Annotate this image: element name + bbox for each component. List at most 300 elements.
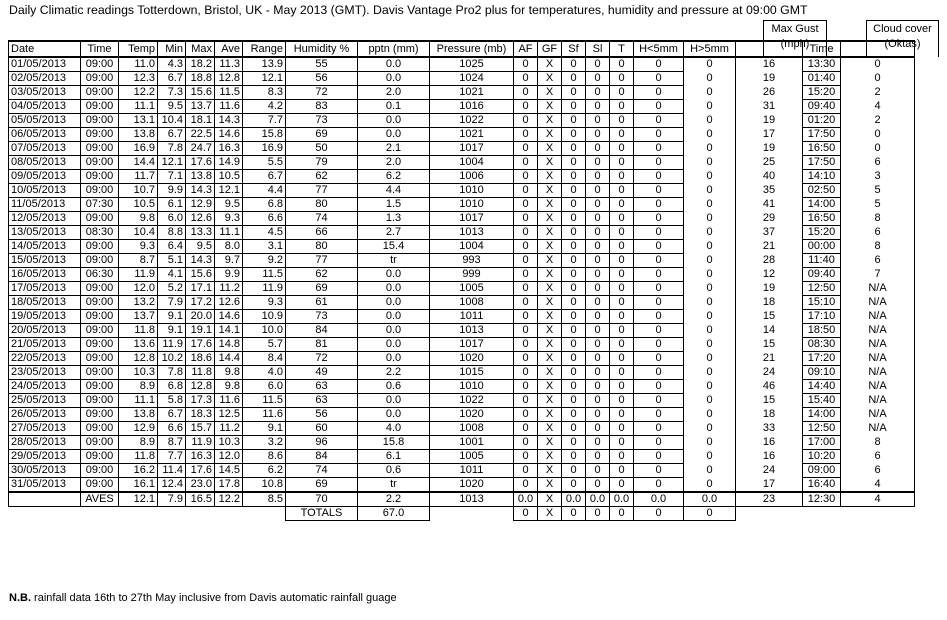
table-cell: 5	[841, 198, 915, 212]
table-cell: 14:40	[803, 380, 841, 394]
table-cell: 0	[586, 380, 610, 394]
table-cell: 20/05/2013	[9, 324, 81, 338]
table-cell: 1008	[430, 422, 514, 436]
table-cell: 12.8	[186, 380, 215, 394]
table-cell: 12.9	[186, 198, 215, 212]
table-cell: 9.3	[215, 212, 243, 226]
table-row	[9, 142, 915, 156]
table-cell: 17:20	[803, 352, 841, 366]
table-row	[9, 282, 915, 296]
table-cell: 0.0	[358, 296, 430, 310]
table-cell: X	[538, 100, 562, 114]
table-cell: X	[538, 72, 562, 86]
table-cell: 26/05/2013	[9, 408, 81, 422]
table-cell: 0	[514, 324, 538, 338]
table-cell: 14.6	[215, 128, 243, 142]
table-cell: X	[538, 366, 562, 380]
table-cell: 6	[841, 226, 915, 240]
table-cell: 14/05/2013	[9, 240, 81, 254]
column-header: Sl	[586, 41, 610, 57]
table-cell: X	[538, 57, 562, 72]
table-cell: 14.1	[215, 324, 243, 338]
table-cell: 0.0	[358, 338, 430, 352]
table-cell: 07:30	[81, 198, 119, 212]
table-cell: 56	[286, 72, 358, 86]
table-cell: 16	[736, 57, 803, 72]
table-cell: 0	[684, 128, 736, 142]
table-cell: 0	[684, 450, 736, 464]
table-cell: 0	[514, 57, 538, 72]
table-cell: 0	[586, 268, 610, 282]
table-cell: 09:00	[81, 408, 119, 422]
table-cell: 0	[514, 366, 538, 380]
table-cell: 14.5	[215, 464, 243, 478]
table-cell: 0	[514, 338, 538, 352]
table-cell: N/A	[841, 380, 915, 394]
column-header: Time	[803, 41, 841, 57]
table-cell: 73	[286, 310, 358, 324]
table-cell: 0	[634, 380, 684, 394]
table-cell: 0	[634, 352, 684, 366]
table-cell: 15:40	[803, 394, 841, 408]
column-header: Min	[158, 41, 186, 57]
table-cell: 1001	[430, 436, 514, 450]
table-cell: 0	[634, 100, 684, 114]
table-cell: 1.3	[358, 212, 430, 226]
table-cell: 5.1	[158, 254, 186, 268]
table-cell: 0	[514, 170, 538, 184]
table-cell: 09:00	[81, 478, 119, 493]
table-cell: 0	[586, 310, 610, 324]
table-cell: 17.1	[186, 282, 215, 296]
table-cell: 24	[736, 464, 803, 478]
table-cell: 21	[736, 240, 803, 254]
table-cell: 12	[736, 268, 803, 282]
table-cell: 17:50	[803, 128, 841, 142]
table-cell: N/A	[841, 282, 915, 296]
table-cell: 15:20	[803, 226, 841, 240]
table-cell: 16:50	[803, 142, 841, 156]
table-cell: 08/05/2013	[9, 156, 81, 170]
table-cell: X	[538, 254, 562, 268]
table-cell: 0	[562, 212, 586, 226]
table-cell: 0	[562, 72, 586, 86]
table-row	[9, 338, 915, 352]
table-cell: 11/05/2013	[9, 198, 81, 212]
table-cell: 999	[430, 268, 514, 282]
table-cell: 0	[562, 436, 586, 450]
table-cell: 7	[841, 268, 915, 282]
table-cell: 0	[634, 366, 684, 380]
average-cell: 0.0	[610, 492, 634, 507]
table-cell: 17:00	[803, 436, 841, 450]
table-cell: 0	[586, 184, 610, 198]
table-cell: 0	[514, 212, 538, 226]
table-cell: 0	[684, 352, 736, 366]
table-cell: 33	[736, 422, 803, 436]
table-cell: 18	[736, 408, 803, 422]
table-cell: 22/05/2013	[9, 352, 81, 366]
table-cell: 0	[562, 198, 586, 212]
table-cell: 28	[736, 254, 803, 268]
table-cell: 80	[286, 198, 358, 212]
table-cell: 2	[841, 86, 915, 100]
table-cell: 09:40	[803, 268, 841, 282]
average-cell: 23	[736, 492, 803, 507]
table-cell: 09:00	[81, 212, 119, 226]
table-row	[9, 310, 915, 324]
table-cell: 0	[562, 142, 586, 156]
table-cell: 7.9	[158, 296, 186, 310]
table-cell: 0	[610, 226, 634, 240]
table-cell: X	[538, 436, 562, 450]
table-cell: 1010	[430, 184, 514, 198]
table-cell: 6.7	[158, 128, 186, 142]
table-cell: 0	[586, 422, 610, 436]
table-cell: 74	[286, 212, 358, 226]
table-cell: 0	[634, 464, 684, 478]
table-cell: 09/05/2013	[9, 170, 81, 184]
table-cell: X	[538, 352, 562, 366]
table-cell: 9.1	[243, 422, 286, 436]
table-cell: 96	[286, 436, 358, 450]
table-cell: 0	[610, 72, 634, 86]
table-cell: 63	[286, 394, 358, 408]
table-cell: 4.5	[243, 226, 286, 240]
footnote	[9, 592, 397, 604]
table-cell: 0	[562, 464, 586, 478]
table-cell: 5.5	[243, 156, 286, 170]
table-cell: 0	[514, 450, 538, 464]
table-cell: 14.6	[215, 310, 243, 324]
average-cell: 0.0	[634, 492, 684, 507]
table-cell: 0.0	[358, 72, 430, 86]
table-cell: 14.4	[119, 156, 158, 170]
table-cell: 0	[684, 436, 736, 450]
table-cell: 0	[634, 282, 684, 296]
table-cell: 9.5	[215, 198, 243, 212]
table-cell: 74	[286, 464, 358, 478]
table-cell: 80	[286, 240, 358, 254]
table-cell: 4.2	[243, 100, 286, 114]
table-row	[9, 450, 915, 464]
table-cell: 9.1	[158, 310, 186, 324]
table-cell: 18/05/2013	[9, 296, 81, 310]
table-cell: 0	[514, 422, 538, 436]
table-cell: 9.1	[158, 324, 186, 338]
table-cell: 09:00	[81, 156, 119, 170]
table-cell: 15.7	[186, 422, 215, 436]
table-cell: 0	[634, 324, 684, 338]
average-cell: 70	[286, 492, 358, 507]
table-cell: 14:00	[803, 408, 841, 422]
table-cell: 0	[586, 128, 610, 142]
table-cell: 30/05/2013	[9, 464, 81, 478]
table-cell: 8	[841, 212, 915, 226]
table-cell: 0	[684, 394, 736, 408]
table-cell: 0	[684, 282, 736, 296]
column-header: Temp	[119, 41, 158, 57]
column-header: Ave	[215, 41, 243, 57]
table-cell: 12.3	[119, 72, 158, 86]
table-cell: 56	[286, 408, 358, 422]
table-cell: 6.0	[158, 212, 186, 226]
table-cell: 11.1	[215, 226, 243, 240]
table-cell: 0	[634, 86, 684, 100]
table-cell: 0.6	[358, 464, 430, 478]
table-cell: 1013	[430, 324, 514, 338]
table-cell: 09:00	[81, 394, 119, 408]
table-cell: 0	[514, 394, 538, 408]
table-cell: 0	[562, 394, 586, 408]
average-cell: 2.2	[358, 492, 430, 507]
table-cell: 0	[562, 170, 586, 184]
table-cell: 05/05/2013	[9, 114, 81, 128]
empty-cell	[215, 507, 243, 521]
table-cell: 0	[684, 240, 736, 254]
table-cell: 0.6	[358, 380, 430, 394]
table-cell: 0	[634, 198, 684, 212]
table-cell: 62	[286, 268, 358, 282]
table-row	[9, 184, 915, 198]
table-cell: 1010	[430, 380, 514, 394]
table-cell: 19	[736, 282, 803, 296]
table-cell: 6.4	[158, 240, 186, 254]
table-cell: 09:10	[803, 366, 841, 380]
table-cell: 0	[586, 198, 610, 212]
header-row	[9, 41, 915, 57]
table-cell: 7.3	[158, 86, 186, 100]
table-cell: 01/05/2013	[9, 57, 81, 72]
table-cell: 0	[586, 324, 610, 338]
table-cell: 02:50	[803, 184, 841, 198]
table-cell: 0	[514, 226, 538, 240]
table-cell: 06/05/2013	[9, 128, 81, 142]
table-cell: 0	[610, 254, 634, 268]
table-cell: 0	[562, 478, 586, 493]
table-cell: N/A	[841, 352, 915, 366]
table-cell: 13:30	[803, 57, 841, 72]
table-cell: 0.0	[358, 394, 430, 408]
table-cell: 4	[841, 100, 915, 114]
table-cell: 9.5	[158, 100, 186, 114]
table-cell: 15.8	[358, 436, 430, 450]
table-cell: 0	[634, 170, 684, 184]
table-cell: 9.9	[158, 184, 186, 198]
table-cell: 0	[610, 352, 634, 366]
table-cell: 16:40	[803, 478, 841, 493]
table-cell: 03/05/2013	[9, 86, 81, 100]
table-cell: 0	[586, 464, 610, 478]
table-cell: 0	[586, 57, 610, 72]
table-cell: N/A	[841, 338, 915, 352]
table-cell: 15	[736, 310, 803, 324]
table-cell: 46	[736, 380, 803, 394]
table-cell: 10/05/2013	[9, 184, 81, 198]
table-cell: X	[538, 142, 562, 156]
table-cell: 10.8	[243, 478, 286, 493]
table-cell: 1022	[430, 114, 514, 128]
table-cell: 0	[586, 240, 610, 254]
table-cell: 09:00	[81, 436, 119, 450]
table-cell: 14.3	[215, 114, 243, 128]
table-cell: 13.8	[186, 170, 215, 184]
table-cell: 6.1	[158, 198, 186, 212]
table-cell: 13.8	[119, 408, 158, 422]
table-cell: 0	[586, 282, 610, 296]
empty-cell	[158, 507, 186, 521]
table-cell: 18.2	[186, 57, 215, 72]
table-cell: 0	[610, 268, 634, 282]
table-cell: 1024	[430, 72, 514, 86]
table-cell: X	[538, 324, 562, 338]
table-cell: X	[538, 310, 562, 324]
table-cell: 09:00	[81, 100, 119, 114]
average-cell: 16.5	[186, 492, 215, 507]
table-cell: 09:00	[81, 57, 119, 72]
table-cell: 09:00	[81, 282, 119, 296]
table-cell: 6.7	[243, 170, 286, 184]
table-cell: 0	[562, 450, 586, 464]
table-row	[9, 296, 915, 310]
table-cell: 0	[514, 114, 538, 128]
table-cell: 7.8	[158, 142, 186, 156]
average-cell: 0.0	[684, 492, 736, 507]
total-cell: 0	[634, 507, 684, 521]
table-cell: 09:00	[81, 464, 119, 478]
table-cell: 0	[586, 170, 610, 184]
table-cell: 0	[610, 114, 634, 128]
table-cell: 66	[286, 226, 358, 240]
table-cell: 24/05/2013	[9, 380, 81, 394]
table-cell: 2.1	[358, 142, 430, 156]
table-cell: 3.1	[243, 240, 286, 254]
table-cell: 0	[634, 128, 684, 142]
aves-label: AVES	[81, 492, 119, 507]
table-cell: 11.8	[119, 324, 158, 338]
table-cell: 0	[514, 198, 538, 212]
table-row	[9, 422, 915, 436]
table-row	[9, 240, 915, 254]
table-cell: 5.8	[158, 394, 186, 408]
table-cell: 12/05/2013	[9, 212, 81, 226]
table-cell: 8.9	[119, 436, 158, 450]
table-cell: 0	[562, 352, 586, 366]
table-cell: 0	[562, 408, 586, 422]
table-cell: 10.4	[119, 226, 158, 240]
max-gust-unit: (mph)	[780, 38, 810, 50]
table-cell: 0	[634, 408, 684, 422]
table-cell: 12:50	[803, 422, 841, 436]
average-cell: 7.9	[158, 492, 186, 507]
column-header	[736, 41, 803, 57]
table-cell: 12.2	[119, 86, 158, 100]
table-cell: 69	[286, 282, 358, 296]
table-cell: 0	[634, 57, 684, 72]
table-cell: 0	[610, 156, 634, 170]
table-cell: 1016	[430, 100, 514, 114]
table-cell: 1015	[430, 366, 514, 380]
empty-cell	[186, 507, 215, 521]
table-cell: 19	[736, 72, 803, 86]
table-cell: 6	[841, 254, 915, 268]
table-cell: 10:20	[803, 450, 841, 464]
table-cell: 0	[634, 254, 684, 268]
table-cell: 3	[841, 170, 915, 184]
table-row	[9, 198, 915, 212]
average-cell: X	[538, 492, 562, 507]
table-cell: 0	[684, 212, 736, 226]
table-cell: 0	[684, 226, 736, 240]
table-cell: X	[538, 114, 562, 128]
table-cell: 21/05/2013	[9, 338, 81, 352]
table-cell: 12.8	[215, 72, 243, 86]
table-cell: 17.6	[186, 156, 215, 170]
table-cell: N/A	[841, 296, 915, 310]
table-cell: 09:40	[803, 100, 841, 114]
table-cell: 09:00	[81, 170, 119, 184]
table-cell: 6.7	[158, 72, 186, 86]
table-cell: 6	[841, 156, 915, 170]
table-cell: 0	[562, 366, 586, 380]
table-cell: 0	[684, 156, 736, 170]
table-cell: 17.3	[186, 394, 215, 408]
table-cell: 09:00	[81, 72, 119, 86]
table-cell: 11.9	[119, 268, 158, 282]
table-cell: 6.6	[243, 212, 286, 226]
table-cell: 41	[736, 198, 803, 212]
average-cell: 0.0	[514, 492, 538, 507]
table-cell: 16.9	[243, 142, 286, 156]
table-cell: 4.1	[158, 268, 186, 282]
table-row	[9, 212, 915, 226]
table-cell: 0	[610, 310, 634, 324]
table-row	[9, 100, 915, 114]
average-cell: 0.0	[586, 492, 610, 507]
table-cell: 0	[634, 142, 684, 156]
table-cell: 09:00	[81, 324, 119, 338]
table-cell: 20.0	[186, 310, 215, 324]
table-cell: 8.3	[243, 86, 286, 100]
table-cell: 18.1	[186, 114, 215, 128]
table-cell: X	[538, 464, 562, 478]
table-cell: 0	[684, 338, 736, 352]
table-cell: 1020	[430, 352, 514, 366]
table-cell: 11.9	[158, 338, 186, 352]
table-cell: 0	[684, 380, 736, 394]
table-cell: 13.1	[119, 114, 158, 128]
table-cell: 07/05/2013	[9, 142, 81, 156]
table-cell: 0	[634, 310, 684, 324]
totals-label: TOTALS	[286, 507, 358, 521]
table-cell: 09:00	[81, 128, 119, 142]
table-cell: 12.0	[215, 450, 243, 464]
table-cell: 0	[610, 86, 634, 100]
table-cell: 24.7	[186, 142, 215, 156]
table-cell: 81	[286, 338, 358, 352]
table-cell: 10.5	[119, 198, 158, 212]
table-cell: 17:10	[803, 310, 841, 324]
table-cell: 4	[841, 478, 915, 493]
table-cell: 27/05/2013	[9, 422, 81, 436]
table-cell: 0	[514, 296, 538, 310]
table-cell: 0	[586, 366, 610, 380]
table-cell: 11.6	[215, 100, 243, 114]
table-row	[9, 57, 915, 72]
table-cell: 63	[286, 380, 358, 394]
table-cell: 69	[286, 128, 358, 142]
table-cell: 13/05/2013	[9, 226, 81, 240]
